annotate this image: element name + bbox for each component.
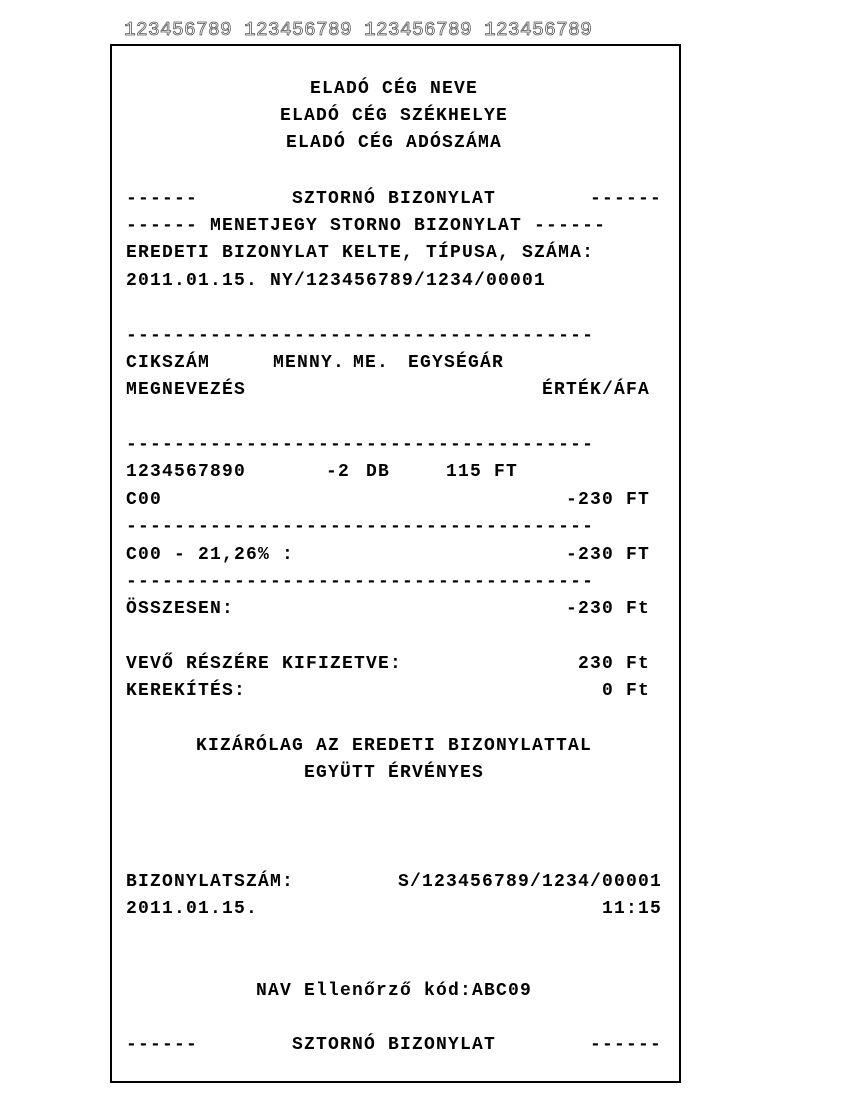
col-megnevezes: MEGNEVEZÉS [126, 380, 247, 400]
column-header-row-2 [126, 377, 662, 403]
doc-date: 2011.01.15. [126, 899, 259, 919]
col-cikkszam: CIKSZÁM [126, 353, 211, 373]
total-row [126, 596, 662, 622]
paid-row [126, 651, 662, 677]
rounding-label: KEREKÍTÉS: [126, 681, 247, 701]
doc-time: 11:15 [601, 899, 662, 919]
item-row-2 [126, 487, 662, 513]
dashes-left: ------ [126, 1035, 199, 1055]
company-address: ELADÓ CÉG SZÉKHELYE [279, 106, 509, 126]
col-menny: MENNY. [273, 353, 346, 373]
rounding-value: 0 Ft [601, 681, 650, 701]
total-value: -230 Ft [565, 599, 650, 619]
doc-number-label: BIZONYLATSZÁM: [126, 872, 295, 892]
storno-title-line [126, 186, 662, 212]
vat-label: C00 - 21,26% : [126, 545, 295, 565]
original-doc-value: 2011.01.15. NY/123456789/1234/00001 [126, 271, 547, 291]
company-tax-id: ELADÓ CÉG ADÓSZÁMA [285, 133, 503, 153]
vat-row [126, 542, 662, 568]
doc-number-row [126, 869, 662, 895]
notice-line-1: KIZÁRÓLAG AZ EREDETI BIZONYLATTAL [195, 736, 593, 756]
col-me: ME. [353, 353, 390, 373]
item-qty: -2 [326, 462, 351, 482]
paid-label: VEVŐ RÉSZÉRE KIFIZETVE: [126, 654, 403, 674]
dashes-right: ------ [589, 189, 662, 209]
column-ruler: 123456789 123456789 123456789 123456789 [124, 19, 593, 41]
rounding-row [126, 678, 662, 704]
storno-title-line-bottom [126, 1032, 662, 1058]
dashes-left: ------ [126, 189, 199, 209]
col-ertek-afa: ÉRTÉK/ÁFA [541, 380, 650, 400]
storno-title: SZTORNÓ BIZONYLAT [291, 189, 497, 209]
item-unit-price: 115 FT [446, 462, 519, 482]
storno-receipt [110, 44, 681, 1083]
storno-subtitle: ------ MENETJEGY STORNO BIZONYLAT ------ [126, 216, 607, 236]
company-name: ELADÓ CÉG NEVE [309, 79, 479, 99]
nav-check-code: NAV Ellenőrző kód:ABC09 [255, 981, 533, 1001]
total-label: ÖSSZESEN: [126, 599, 235, 619]
separator-line: --------------------------------------- [126, 326, 595, 346]
col-egysegar: EGYSÉGÁR [408, 353, 505, 373]
separator-line: --------------------------------------- [126, 435, 595, 455]
notice-line-2: EGYÜTT ÉRVÉNYES [303, 763, 485, 783]
doc-number-value: S/123456789/1234/00001 [397, 872, 662, 892]
date-time-row [126, 896, 662, 922]
item-name: C00 [126, 490, 163, 510]
item-value: -230 FT [565, 490, 650, 510]
dashes-right: ------ [589, 1035, 662, 1055]
column-header-row [126, 350, 662, 376]
item-code: 1234567890 [126, 462, 247, 482]
paid-value: 230 Ft [577, 654, 650, 674]
vat-value: -230 FT [565, 545, 650, 565]
storno-title: SZTORNÓ BIZONYLAT [291, 1035, 497, 1055]
original-doc-label: EREDETI BIZONYLAT KELTE, TÍPUSA, SZÁMA: [126, 243, 595, 263]
item-unit: DB [366, 462, 391, 482]
item-row [126, 459, 662, 485]
separator-line: --------------------------------------- [126, 572, 595, 592]
separator-line: --------------------------------------- [126, 517, 595, 537]
